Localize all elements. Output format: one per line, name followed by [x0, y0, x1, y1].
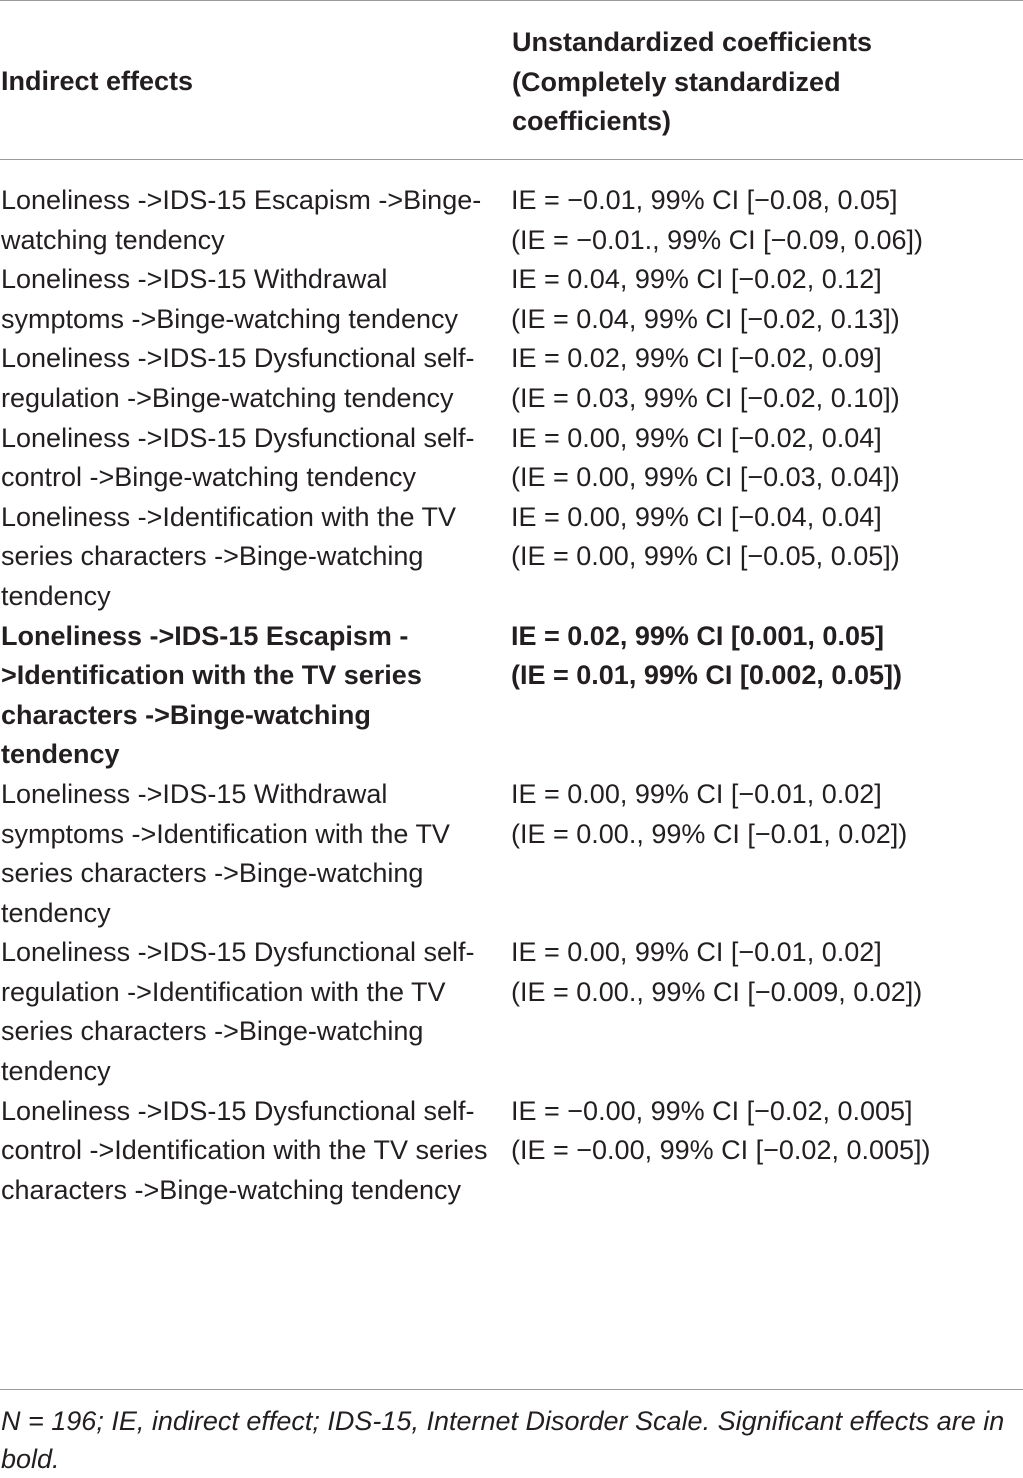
table-row [0, 419, 1023, 498]
header-indirect-effects: Indirect effects [1, 66, 194, 96]
indirect-effect-path: Loneliness ->IDS-15 Withdrawal symptoms ->Identification with the TV series characters ->Binge-watching tendency [1, 778, 450, 928]
coefficient-cell [496, 181, 1006, 260]
coefficient-cell [496, 339, 1006, 418]
table-bottom-rule [0, 1389, 1023, 1390]
header-coefficients [512, 23, 1012, 142]
standardized-coefficient: (IE = −0.01., 99% CI [−0.09, 0.06]) [511, 224, 924, 255]
table-row [0, 498, 1023, 617]
indirect-effect-path: Loneliness ->IDS-15 Dysfunctional self-regulation ->Identification with the TV series characters ->Binge-watching tendency [1, 937, 475, 1087]
unstandardized-coefficient: IE = −0.00, 99% CI [−0.02, 0.005] [511, 1095, 913, 1126]
table-row [0, 1092, 1023, 1211]
standardized-coefficient: (IE = 0.00., 99% CI [−0.009, 0.02]) [511, 976, 923, 1007]
header-coefficients-line: Unstandardized coefficients [512, 27, 873, 57]
table-row [0, 933, 1023, 1091]
unstandardized-coefficient: IE = 0.02, 99% CI [−0.02, 0.09] [511, 343, 882, 374]
unstandardized-coefficient: IE = 0.00, 99% CI [−0.02, 0.04] [511, 422, 882, 453]
standardized-coefficient: (IE = 0.00, 99% CI [−0.03, 0.04]) [511, 462, 900, 493]
unstandardized-coefficient: IE = 0.00, 99% CI [−0.04, 0.04] [511, 501, 882, 532]
table-row [0, 617, 1023, 775]
unstandardized-coefficient: IE = 0.04, 99% CI [−0.02, 0.12] [511, 264, 882, 295]
standardized-coefficient: (IE = 0.04, 99% CI [−0.02, 0.13]) [511, 303, 900, 334]
coefficient-cell [496, 1092, 1006, 1171]
indirect-effect-path: Loneliness ->IDS-15 Escapism ->Binge-watching tendency [1, 185, 482, 255]
coefficient-cell [496, 260, 1006, 339]
table-row [0, 775, 1023, 933]
coefficient-cell [496, 498, 1006, 577]
indirect-effect-path: Loneliness ->IDS-15 Dysfunctional self-regulation ->Binge-watching tendency [1, 343, 475, 413]
unstandardized-coefficient: IE = −0.01, 99% CI [−0.08, 0.05] [511, 185, 898, 215]
indirect-effect-path: Loneliness ->Identification with the TV series characters ->Binge-watching tendency [1, 501, 457, 611]
header-rule [0, 159, 1023, 160]
indirect-effect-path: Loneliness ->IDS-15 Dysfunctional self-control ->Identification with the TV series characters ->Binge-watching tendency [1, 1095, 488, 1205]
coefficient-cell [496, 775, 1006, 854]
standardized-coefficient: (IE = 0.03, 99% CI [−0.02, 0.10]) [511, 382, 900, 413]
table-body [0, 181, 1023, 1210]
table-row [0, 181, 1023, 260]
standardized-coefficient: (IE = 0.01, 99% CI [0.002, 0.05]) [511, 660, 902, 691]
standardized-coefficient: (IE = 0.00., 99% CI [−0.01, 0.02]) [511, 818, 908, 849]
unstandardized-coefficient: IE = 0.00, 99% CI [−0.01, 0.02] [511, 937, 882, 968]
indirect-effect-path: Loneliness ->IDS-15 Dysfunctional self-control ->Binge-watching tendency [1, 422, 475, 493]
standardized-coefficient: (IE = −0.00, 99% CI [−0.02, 0.005]) [511, 1135, 931, 1166]
standardized-coefficient: (IE = 0.00, 99% CI [−0.05, 0.05]) [511, 541, 900, 572]
indirect-effect-path: Loneliness ->IDS-15 Withdrawal symptoms ->Binge-watching tendency [1, 264, 458, 334]
coefficient-cell [496, 933, 1006, 1012]
indirect-effect-path: Loneliness ->IDS-15 Escapism ->Identification with the TV series characters ->Binge-watching tendency [1, 620, 422, 770]
table-row [0, 260, 1023, 339]
header-coefficients-line: (Completely standardized [512, 66, 841, 97]
coefficient-cell [496, 419, 1006, 498]
table-footnote: N = 196; IE, indirect effect; IDS-15, Internet Disorder Scale. Significant effects are in bold. [1, 1406, 1005, 1474]
unstandardized-coefficient: IE = 0.00, 99% CI [−0.01, 0.02] [511, 778, 882, 809]
table-row [0, 339, 1023, 418]
coefficient-cell [496, 617, 1006, 696]
header-coefficients-line: coefficients) [512, 106, 672, 136]
table-header [0, 0, 1023, 159]
unstandardized-coefficient: IE = 0.02, 99% CI [0.001, 0.05] [511, 620, 884, 651]
